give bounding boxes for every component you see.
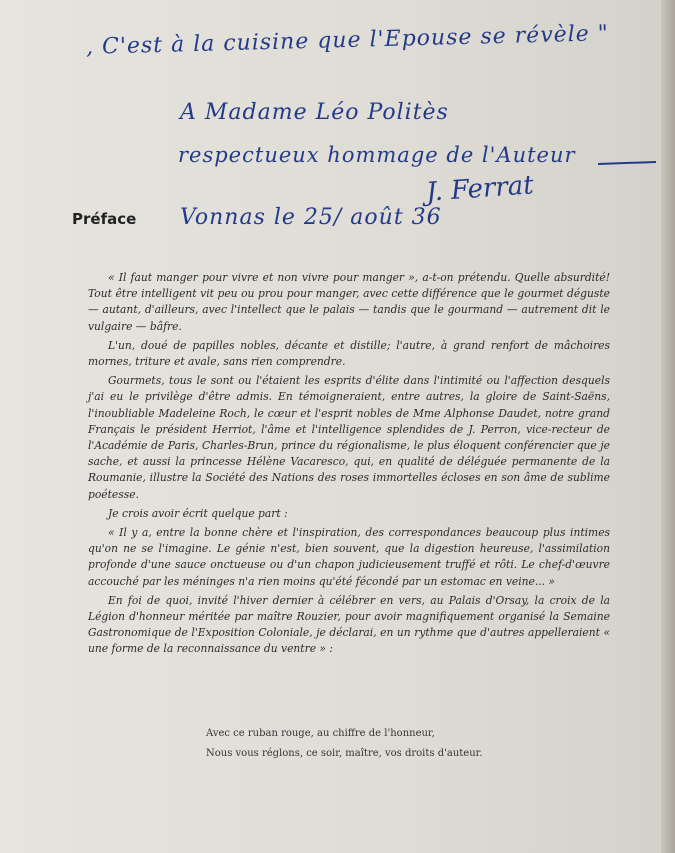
paragraph: En foi de quoi, invité l'hiver dernier à célébrer en vers, au Palais d'Orsay, la croix de la Légion d'honneur méritée par maître Rouzier, pour avoir magnifiquement organisé la Semaine Gastronomique de l'Exposition Coloniale, je déclarai, en un rythme que d'autres appelleraient « une forme de la reconnaissance du ventre » : <box>88 593 610 656</box>
page-title: Préface <box>72 210 137 228</box>
inscription-dedicatee: A Madame Léo Politès <box>180 100 449 125</box>
verse-line: Avec ce ruban rouge, au chiffre de l'honneur, <box>206 728 435 739</box>
paragraph: L'un, doué de papilles nobles, décante et distille; l'autre, à grand renfort de mâchoires mornes, triture et avale, sans rien comprendre. <box>88 338 610 369</box>
paragraph: « Il y a, entre la bonne chère et l'inspiration, des correspondances beaucoup plus intimes qu'on ne se l'imagine. Le génie n'est, bien souvent, que la digestion heureuse, l'assimilation profonde d'une sauce onctueuse ou d'un chapon judicieusement truffé et rôti. Le chef-d'œuvre accouché par les méninges n'a rien moins qu'été fécondé par un estomac en veine... » <box>88 526 610 588</box>
paragraph: Je crois avoir écrit quelque part : <box>108 506 288 520</box>
page-edge <box>661 0 675 853</box>
paragraph: « Il faut manger pour vivre et non vivre pour manger », a-t-on prétendu. Quelle absurdité! Tout être intelligent vit peu ou prou pour manger, avec cette différence que le gourmet déguste — autant, d'ailleurs, avec l'intellect que le palais — tandis que le gourmand — autrement dit le vulgaire — bâfre. <box>88 271 610 333</box>
verse-line: Nous vous réglons, ce soir, maître, vos droits d'auteur. <box>206 748 483 759</box>
inscription-quote: , C'est à la cuisine que l'Epouse se révèle " <box>85 21 610 60</box>
verse-quote <box>206 724 536 764</box>
signature-stroke <box>598 161 656 165</box>
paragraph: Gourmets, tous le sont ou l'étaient les esprits d'élite dans l'intimité ou l'affection desquels j'ai eu le privilège d'être admis. En témoigneraient, entre autres, la gloire de Saint-Saëns, l'inoubliable Madeleine Roch, le cœur et l'esprit nobles de Mme Alphonse Daudet, notre grand Français le président Herriot, l'âme et l'intelligence splendides de J. Perron, vice-recteur de l'Académie de Paris, Charles-Brun, prince du régionalisme, le plus éloquent conférencier que je sache, et aussi la princesse Hélène Vacaresco, qui, en qualité de déléguée permanente de la Roumanie, illustre la Société des Nations des roses immortelles écloses en son âme de sublime poétesse. <box>88 374 610 501</box>
handwritten-signature: J. Ferrat <box>425 170 535 208</box>
inscription-date: Vonnas le 25/ août 36 <box>180 205 442 230</box>
preface-body <box>88 270 610 661</box>
inscription-homage: respectueux hommage de l'Auteur <box>178 143 576 167</box>
